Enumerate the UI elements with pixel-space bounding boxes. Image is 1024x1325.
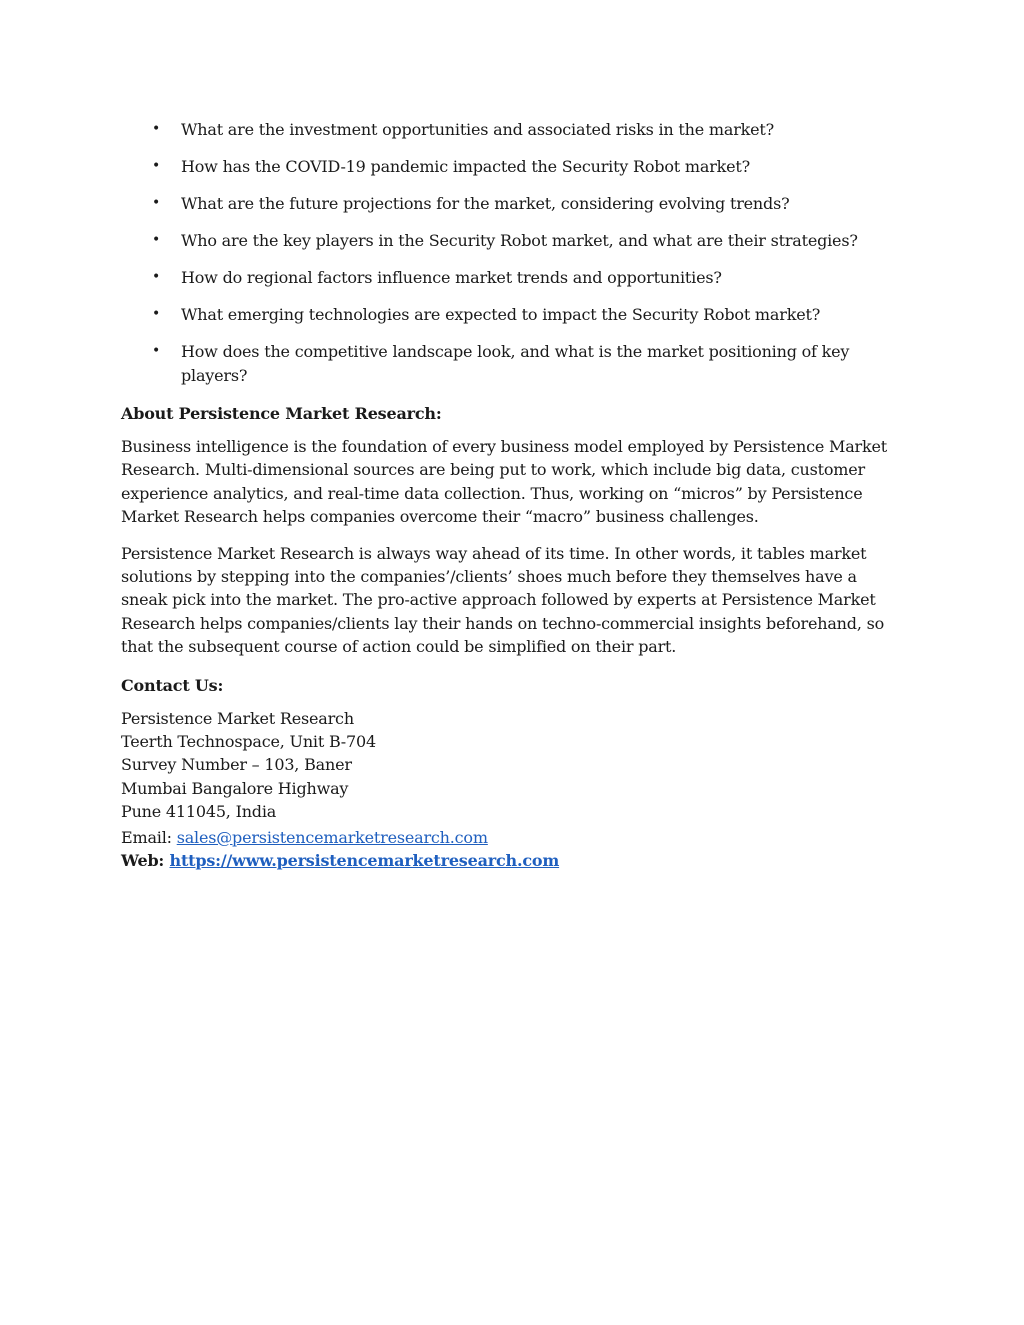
about-heading: About Persistence Market Research: [121,404,442,423]
address-line: Mumbai Bangalore Highway [121,778,349,798]
list-item [121,118,901,142]
list-item [121,192,901,216]
list-item [121,229,901,253]
email-label: Email: [121,827,177,847]
list-item [121,303,901,327]
address-line: Pune 411045, India [121,802,277,822]
contact-address [121,707,901,873]
email-line [121,826,901,849]
about-paragraph: Business intelligence is the foundation of every business model employed by Persistence Market Research. Multi-dimensional sources are being put to work, which include big data, customer experience analytics, and real-time data collection. Thus, working on “micros” by Persistence Market Research helps companies overcome their “macro” business challenges. [121,437,887,527]
question-text: How has the COVID-19 pandemic impacted the Security Robot market? [181,157,751,176]
list-item [121,266,901,290]
web-label: Web: [121,851,170,871]
bullet-icon: • [152,121,161,137]
bullet-icon: • [152,232,161,248]
question-text: How does the competitive landscape look, and what is the market positioning of key players? [181,342,850,385]
list-item [121,155,901,179]
address-line: Survey Number – 103, Baner [121,755,352,775]
question-text: What are the future projections for the market, considering evolving trends? [181,194,790,213]
bullet-icon: • [152,306,161,322]
address-line: Teerth Technospace, Unit B-704 [121,732,376,752]
bullet-icon: • [152,269,161,285]
address-line: Persistence Market Research [121,708,354,728]
bullet-icon: • [152,195,161,211]
question-text: How do regional factors influence market trends and opportunities? [181,268,722,287]
question-text: What are the investment opportunities and associated risks in the market? [181,120,775,139]
web-link[interactable]: https://www.persistencemarketresearch.com [169,851,560,871]
question-text: Who are the key players in the Security Robot market, and what are their strategies? [181,231,858,250]
bullet-icon: • [152,343,161,359]
bullet-icon: • [152,158,161,174]
about-paragraph: Persistence Market Research is always way ahead of its time. In other words, it tables market solutions by stepping into the companies’/clients’ shoes much before they themselves have a sneak pick into the market. The pro-active approach followed by experts at Persistence Market Research helps companies/clients lay their hands on techno-commercial insights beforehand, so that the subsequent course of action could be simplified on their part. [121,543,885,657]
document-page [121,118,901,873]
contact-heading: Contact Us: [121,675,224,695]
web-line [121,849,901,873]
list-item [121,340,901,387]
question-text: What emerging technologies are expected to impact the Security Robot market? [181,305,821,324]
questions-list [121,118,901,387]
email-link[interactable]: sales@persistencemarketresearch.com [176,827,488,847]
